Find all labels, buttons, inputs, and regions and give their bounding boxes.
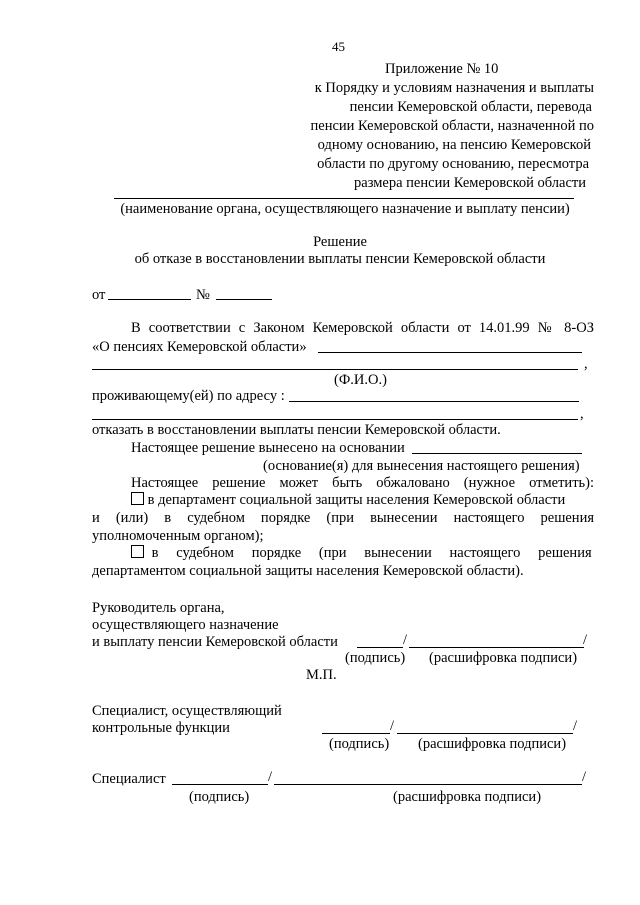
basis-field[interactable] bbox=[412, 453, 582, 454]
basis-caption: (основание(я) для вынесения настоящего решения) bbox=[263, 458, 580, 474]
fio-caption: (Ф.И.О.) bbox=[334, 372, 387, 388]
head-signature-caption: (подпись) bbox=[345, 650, 406, 666]
head-decode-field[interactable] bbox=[409, 647, 584, 648]
option1-line3: уполномоченным органом); bbox=[92, 528, 264, 544]
appendix-line: пенсии Кемеровской области, назначенной по bbox=[310, 118, 594, 134]
specialist-signature-caption: (подпись) bbox=[189, 789, 250, 805]
option2-line bbox=[131, 545, 594, 562]
option1-line2: и (или) в судебном порядке (при вынесении настоящего решения bbox=[92, 510, 594, 526]
organ-caption: (наименование органа, осуществляющего назначение и выплату пенсии) bbox=[120, 201, 570, 217]
organ-name-field[interactable] bbox=[114, 198, 574, 199]
stamp-label: М.П. bbox=[306, 667, 337, 683]
appendix-line: одному основанию, на пенсию Кемеровской bbox=[317, 137, 591, 153]
appendix-title: Приложение № 10 bbox=[385, 61, 499, 77]
option1-label: в департамент социальной защиты населения Кемеровской области bbox=[147, 492, 566, 508]
appendix-line: пенсии Кемеровской области, перевода bbox=[349, 99, 592, 115]
appendix-line: к Порядку и условиям назначения и выплаты bbox=[314, 80, 594, 96]
head-title: и выплату пенсии Кемеровской области bbox=[92, 634, 338, 650]
specialist-decode-field[interactable] bbox=[274, 784, 582, 785]
control-signature-caption: (подпись) bbox=[329, 736, 390, 752]
fio-comma: , bbox=[584, 356, 588, 372]
control-decode-field[interactable] bbox=[397, 733, 573, 734]
head-decode-caption: (расшифровка подписи) bbox=[429, 650, 578, 666]
slash: / bbox=[583, 632, 588, 648]
law-continuation-field[interactable] bbox=[318, 352, 582, 353]
control-decode-caption: (расшифровка подписи) bbox=[418, 736, 567, 752]
number-label: № bbox=[196, 287, 210, 303]
head-title: осуществляющего назначение bbox=[92, 617, 279, 633]
slash: / bbox=[268, 769, 273, 785]
fio-field[interactable] bbox=[92, 369, 578, 370]
head-title: Руководитель органа, bbox=[92, 600, 225, 616]
option2-label: в судебном порядке (при вынесении настоящего решения bbox=[151, 545, 592, 561]
head-signature-field[interactable] bbox=[357, 647, 403, 648]
page-number: 45 bbox=[332, 39, 345, 54]
address-field[interactable] bbox=[289, 401, 579, 402]
control-title: контрольные функции bbox=[92, 720, 230, 736]
specialist-label: Специалист bbox=[92, 771, 166, 787]
appendix-line: области по другому основанию, пересмотра bbox=[317, 156, 589, 172]
appeal-text: Настоящее решение может быть обжаловано (нужное отметить): bbox=[131, 475, 594, 491]
date-field[interactable] bbox=[108, 299, 191, 300]
slash: / bbox=[573, 718, 578, 734]
address-label: проживающему(ей) по адресу : bbox=[92, 388, 285, 404]
law-title: «О пенсиях Кемеровской области» bbox=[92, 339, 307, 355]
number-field[interactable] bbox=[216, 299, 272, 300]
address-comma: , bbox=[580, 406, 584, 422]
address-field-2[interactable] bbox=[92, 419, 578, 420]
slash: / bbox=[582, 769, 587, 785]
specialist-signature-field[interactable] bbox=[172, 784, 268, 785]
body-line: В соответствии с Законом Кемеровской области от 14.01.99 № 8-ОЗ bbox=[131, 320, 594, 336]
date-label: от bbox=[92, 287, 106, 303]
specialist-decode-caption: (расшифровка подписи) bbox=[393, 789, 542, 805]
option2-line2: департаментом социальной защиты населения Кемеровской области). bbox=[92, 563, 524, 579]
refuse-text: отказать в восстановлении выплаты пенсии Кемеровской области. bbox=[92, 422, 501, 438]
decision-title: Решение bbox=[313, 234, 367, 250]
option1-line bbox=[131, 492, 565, 509]
decision-subtitle: об отказе в восстановлении выплаты пенсии Кемеровской области bbox=[134, 251, 546, 267]
control-signature-field[interactable] bbox=[322, 733, 390, 734]
slash: / bbox=[403, 632, 408, 648]
option1-checkbox[interactable] bbox=[131, 492, 144, 505]
appendix-line: размера пенсии Кемеровской области bbox=[354, 175, 586, 191]
basis-text: Настоящее решение вынесено на основании bbox=[131, 440, 405, 456]
control-title: Специалист, осуществляющий bbox=[92, 703, 282, 719]
slash: / bbox=[390, 718, 395, 734]
option2-checkbox[interactable] bbox=[131, 545, 144, 558]
